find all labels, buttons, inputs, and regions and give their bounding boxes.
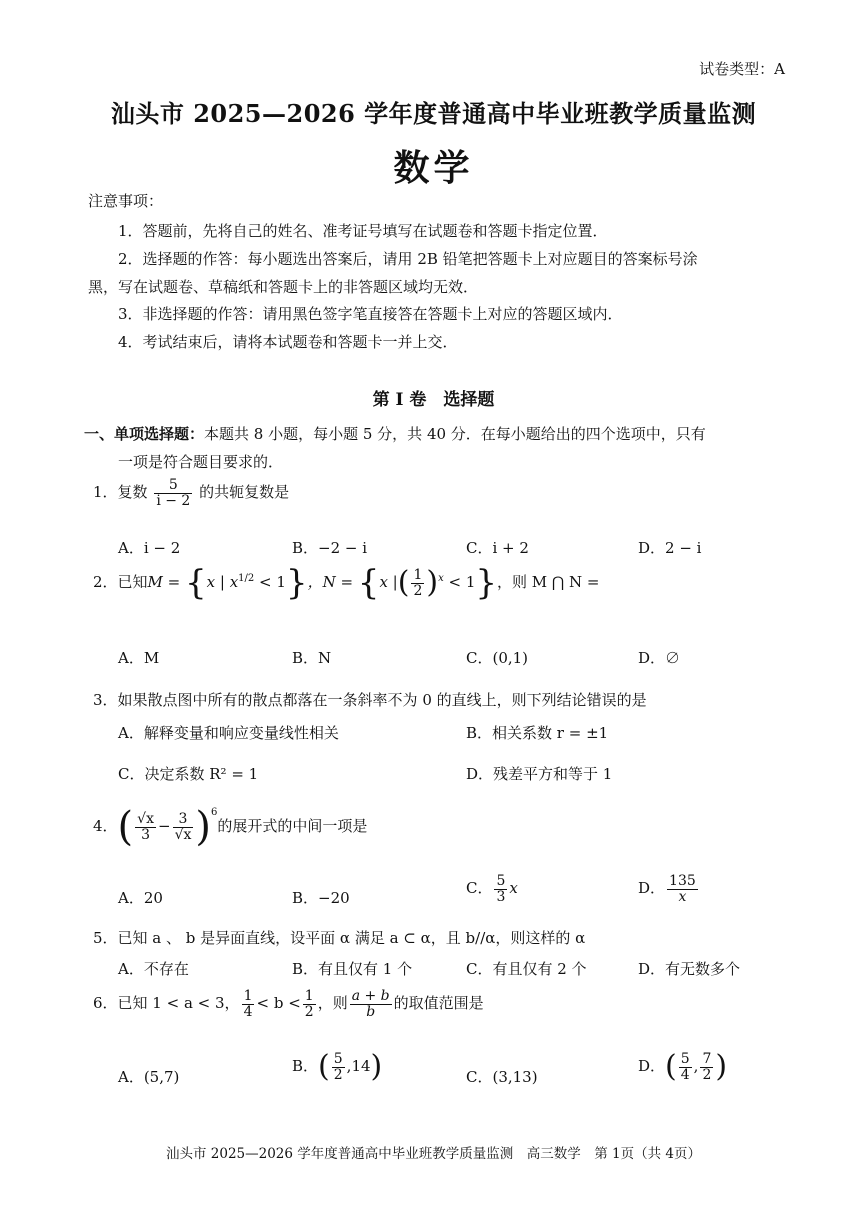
q6-option-c: C．(3,13) xyxy=(466,1068,538,1086)
q6-optd-d2: 2 xyxy=(702,1066,712,1083)
q2-prefix: 2．已知 xyxy=(93,573,148,591)
q2-mexp: 1/2 xyxy=(238,573,255,584)
q1-suffix: 的共轭复数是 xyxy=(199,483,290,502)
q3-option-a: A．解释变量和响应变量线性相关 xyxy=(118,724,339,742)
q6-optb-label: B． xyxy=(292,1057,319,1076)
q2-nden: 2 xyxy=(413,582,423,599)
q2-nrest: < 1 xyxy=(443,573,476,591)
notice-item: 2．选择题的作答：每小题选出答案后，请用 2B 铅笔把答题卡上对应题目的答案标号涂 xyxy=(118,250,698,268)
question-3: 3．如果散点图中所有的散点都落在一条斜率不为 0 的直线上，则下列结论错误的是 xyxy=(93,691,647,709)
q4-n2: 3 xyxy=(178,810,188,827)
question-2: 2．已知M = {x | $x^{1/2} < 1$}，N = {x |( $\frac{1}{2}$ )$^x$ < 1}，则 M ⋂ N = xyxy=(93,563,600,603)
q2-option-c: C．(0,1) xyxy=(466,649,529,667)
q6-optb-n: 5 xyxy=(333,1051,343,1067)
q4-suffix: 的展开式的中间一项是 xyxy=(217,817,368,835)
q4-d2: √x xyxy=(174,826,192,843)
q6-optd-n2: 7 xyxy=(702,1051,712,1067)
q6-optd-n1: 5 xyxy=(680,1051,690,1067)
q5-option-c: C．有且仅有 2 个 xyxy=(466,960,587,978)
part1-label: 一、单项选择题： xyxy=(84,425,205,443)
q6-optd-label: D． xyxy=(638,1057,666,1076)
q6-f2d: 2 xyxy=(304,1003,314,1020)
q2-mrest: < 1 xyxy=(254,573,286,591)
q6-f3n: a + b xyxy=(351,988,390,1004)
q3-option-b: B．相关系数 r = ±1 xyxy=(466,724,609,742)
q4-n1: √x xyxy=(137,810,154,827)
notice-heading: 注意事项： xyxy=(88,192,164,210)
q4-frac2 xyxy=(173,812,194,842)
q5-option-a: A．不存在 xyxy=(118,960,189,978)
q4-prefix: 4． xyxy=(93,817,118,835)
question-1 xyxy=(93,478,289,508)
q6-f3d: b xyxy=(350,1004,392,1020)
q2-nexp: x xyxy=(438,573,444,584)
q3-option-d: D．残差平方和等于 1 xyxy=(466,765,613,783)
q4-option-b: B．−20 xyxy=(292,889,350,907)
q4-exp: 6 xyxy=(211,807,218,818)
q1-option-c: C．i + 2 xyxy=(466,539,529,557)
q6-optd-d1: 4 xyxy=(680,1066,690,1083)
q4-optd-num: 135 xyxy=(669,873,696,889)
q6-mid: < b < xyxy=(256,994,301,1013)
page-footer: 汕头市 2025—2026 学年度普通高中毕业班教学质量监测 高三数学 第 1页（共 4页） xyxy=(165,1146,702,1162)
q4-minus: − xyxy=(157,817,171,835)
q4-frac1 xyxy=(135,812,156,842)
q3-option-c: C．决定系数 R² = 1 xyxy=(118,765,259,783)
q6-suffix: 的取值范围是 xyxy=(393,994,484,1013)
subject-title: 数学 xyxy=(393,147,474,189)
q4-optc-var: x xyxy=(509,879,518,898)
q2-nnum: 1 xyxy=(413,566,423,583)
q2-fraction xyxy=(411,568,424,598)
part1-text: 本题共 8 小题，每小题 5 分，共 40 分．在每小题给出的四个选项中，只有 xyxy=(204,425,706,443)
q6-f1n: 1 xyxy=(243,988,253,1004)
q1-den: i − 2 xyxy=(156,492,191,509)
question-6 xyxy=(93,989,484,1019)
q4-option-a: A．20 xyxy=(118,889,163,907)
q6-f2n: 1 xyxy=(304,988,314,1004)
q2-m: M = xyxy=(147,573,186,591)
q2-option-b: B．N xyxy=(292,649,332,667)
q1-option-b: B．−2 − i xyxy=(292,539,368,557)
q5-option-b: B．有且仅有 1 个 xyxy=(292,960,413,978)
q2-option-d: D．∅ xyxy=(638,649,681,667)
q4-optc-num: 5 xyxy=(496,873,506,889)
part1-line1 xyxy=(84,423,706,444)
q6-option-a: A．(5,7) xyxy=(118,1068,180,1086)
q2-mset: x | x xyxy=(206,573,239,591)
q4-option-d xyxy=(638,874,700,904)
notice-item: 1．答题前，先将自己的姓名、准考证号填写在试题卷和答题卡指定位置． xyxy=(118,222,608,240)
q6-option-b: B．( $\frac{5}{2}$ ,14) xyxy=(292,1049,383,1085)
q6-optb-d: 2 xyxy=(333,1066,343,1083)
q6-then: ，则 xyxy=(317,994,348,1013)
q2-nset: x | xyxy=(379,573,398,591)
q4-optd-den: x xyxy=(667,889,698,905)
q2-suffix: ，则 M ⋂ N = xyxy=(497,573,600,591)
q5-option-d: D．有无数多个 xyxy=(638,960,741,978)
question-5: 5．已知 a 、 b 是异面直线，设平面 α 满足 a ⊂ α，且 b//α，则这样的 α xyxy=(93,929,586,947)
q4-optd-label: D． xyxy=(638,879,666,898)
q6-optb-rest: ,14 xyxy=(346,1057,371,1076)
notice-item: 3．非选择题的作答：请用黑色签字笔直接答在答题卡上对应的答题区域内． xyxy=(118,305,623,323)
q1-num: 5 xyxy=(168,477,178,493)
q4-optc-label: C． xyxy=(466,879,493,898)
q6-f1d: 4 xyxy=(243,1003,253,1020)
section-title: 第 I 卷 选择题 xyxy=(372,390,495,410)
question-4: 4．( $\frac{√x}{3}$ − $\frac{3}{√x}$ )$^6$的展开式的中间一项是 xyxy=(93,804,368,850)
paper-type: 试卷类型：A xyxy=(699,60,785,78)
notice-item: 黑，写在试题卷、草稿纸和答题卡上的非答题区域均无效． xyxy=(88,278,479,296)
q6-prefix: 6．已知 1 < a < 3， xyxy=(93,994,240,1013)
q1-prefix: 1．复数 xyxy=(93,483,148,502)
q4-d1: 3 xyxy=(135,827,156,843)
q4-option-c xyxy=(466,874,518,904)
q4-optc-den: 3 xyxy=(496,888,506,905)
part1-line2: 一项是符合题目要求的． xyxy=(118,453,284,471)
q1-option-d: D．2 − i xyxy=(638,539,702,557)
q2-n: ，N = xyxy=(307,573,358,591)
q6-option-d: D．( $\frac{5}{4}$ , $\frac{7}{2}$ ) xyxy=(638,1049,728,1085)
q2-option-a: A．M xyxy=(118,649,160,667)
q1-fraction xyxy=(154,478,192,508)
notice-item: 4．考试结束后，请将本试题卷和答题卡一并上交． xyxy=(118,333,458,351)
exam-title: 汕头市 2025—2026 学年度普通高中毕业班教学质量监测 xyxy=(110,99,757,128)
q1-option-a: A．i − 2 xyxy=(118,539,181,557)
